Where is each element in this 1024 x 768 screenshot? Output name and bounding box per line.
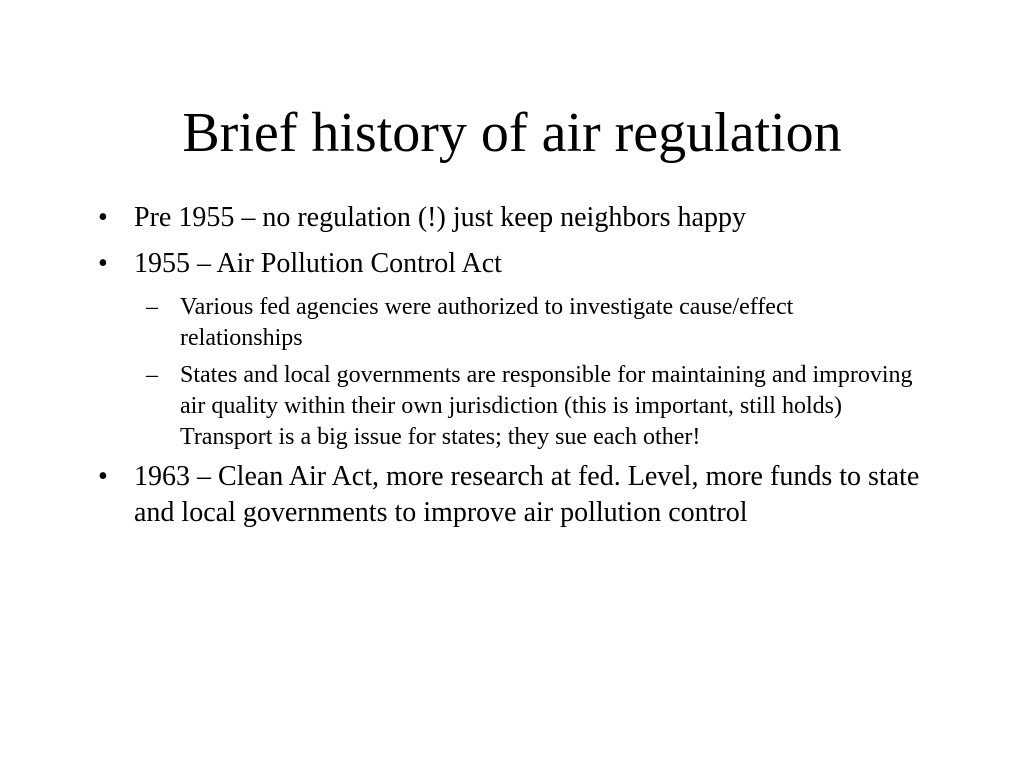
sub-bullet-item — [96, 360, 920, 453]
bullet-list — [96, 200, 936, 541]
sub-bullet-item — [96, 292, 920, 354]
bullet-text: Pre 1955 – no regulation (!) just keep neighbors happy — [134, 202, 746, 233]
bullet-item — [96, 246, 936, 282]
sub-bullet-list — [96, 292, 936, 453]
bullet-icon: • — [98, 248, 108, 279]
bullet-icon: • — [98, 202, 108, 233]
bullet-item — [96, 459, 936, 531]
sub-bullet-text: Various fed agencies were authorized to investigate cause/effect relationships — [180, 294, 794, 351]
bullet-text: 1955 – Air Pollution Control Act — [134, 248, 502, 279]
bullet-icon: • — [98, 461, 108, 492]
dash-icon: – — [146, 294, 158, 320]
dash-icon: – — [146, 362, 158, 388]
sub-bullet-text: States and local governments are responsible for maintaining and improving air quality within their own jurisdiction (this is important, still holds) Transport is a big issue for states; they sue each other! — [180, 362, 913, 450]
bullet-text: 1963 – Clean Air Act, more research at fed. Level, more funds to state and local governments to improve air pollution control — [134, 461, 920, 528]
slide-title: Brief history of air regulation — [182, 102, 842, 164]
bullet-item — [96, 200, 936, 236]
